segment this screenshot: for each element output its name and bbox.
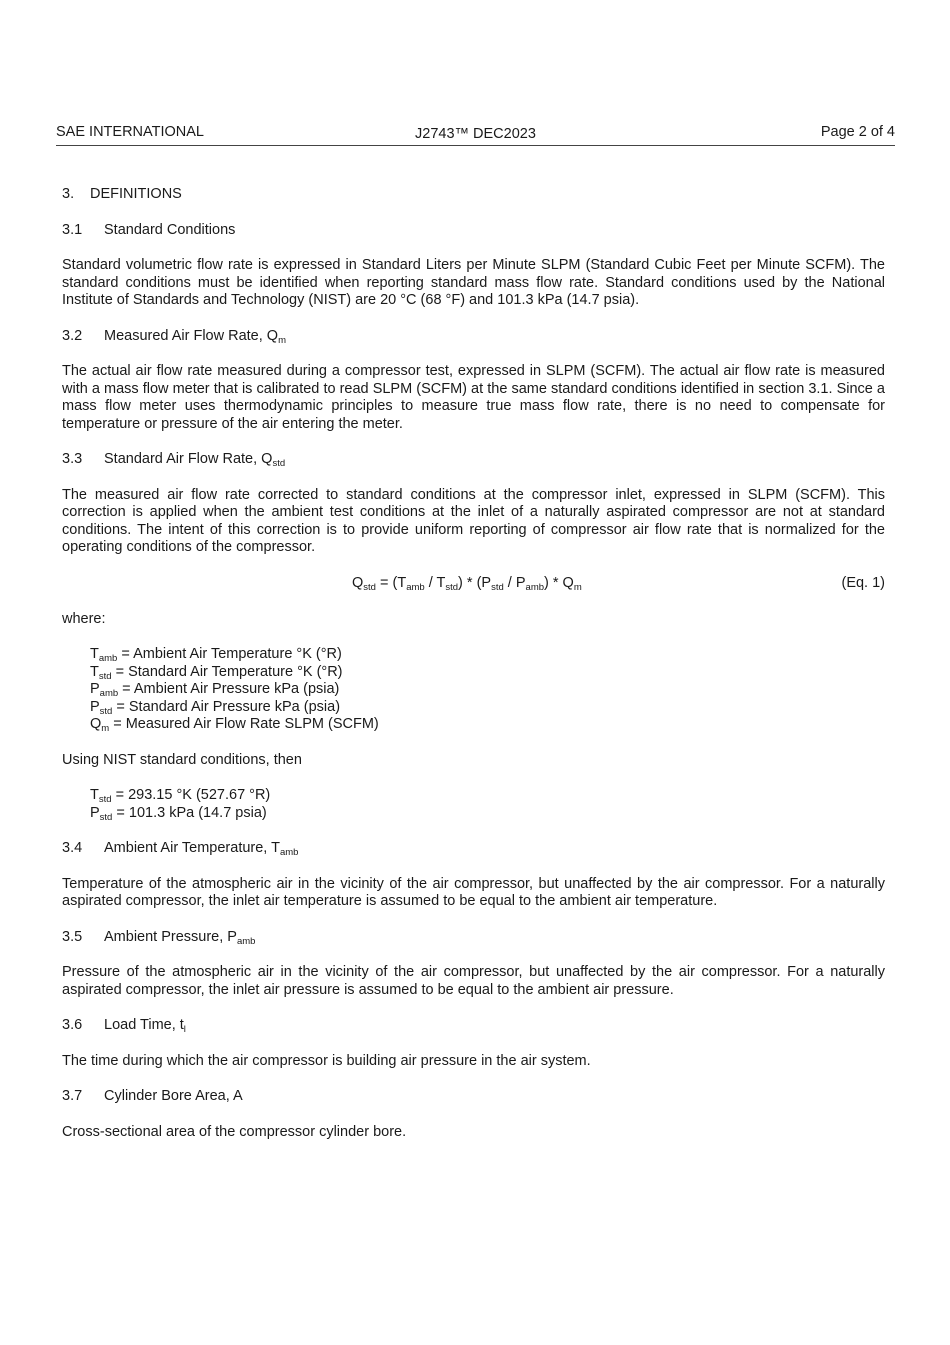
subsection-number: 3.2 [62,327,83,344]
subsection-title: Cylinder Bore Area, A [104,1088,243,1104]
subsection-title: Ambient Pressure, $P_{amb}$ [104,928,256,947]
subsection-heading-3-3 [62,451,885,469]
subsection-heading-3-1 [62,222,885,240]
page-header [56,124,895,146]
subsection-heading-3-6 [62,1017,885,1035]
paragraph-ambient-pressure: Pressure of the atmospheric air in the vicinity of the air compressor, but unaffected by the air compressor. For a naturally aspirated compressor, the inlet air pressure is assumed to be equal to the ambient air pressure. [62,964,885,998]
subsection-number: 3.3 [62,451,83,467]
where-label: where: [62,610,106,627]
subsection-title: Ambient Air Temperature, $T_{amb}$ [104,840,299,858]
subsection-heading-3-4 [62,840,885,858]
subsection-number: 3.4 [62,840,83,856]
subsection-title: Standard Conditions [104,221,236,238]
subsection-title: Standard Air Flow Rate, $Q_{std}$ [104,451,286,469]
equation-1: $Q_{std} = (T_{amb} / T_{std}) * (P_{std} / P_{amb}) * Q_m$ [352,574,582,593]
variable-item: $T_{std}$ = Standard Air Temperature °K (°R) [90,663,343,682]
subsection-heading-3-2 [62,328,885,346]
variable-item: $T_{amb}$ = Ambient Air Temperature °K (°R) [90,646,342,664]
document-body [62,186,885,1141]
paragraph-standard-air-flow: The measured air flow rate corrected to standard conditions at the compressor inlet, expressed in SLPM (SCFM). This correction is applied when the ambient test conditions at the inlet of a naturally aspirated compressor are not at standard conditions. The intent of this correction is to provide uniform reporting of compressor air flow rate that is normalized for the operating conditions of the compressor. [62,486,885,555]
section-heading [62,186,885,204]
variable-item: $Q_m$ = Measured Air Flow Rate SLPM (SCFM) [90,716,379,734]
nist-value-item: $P_{std} = 101.3$ kPa (14.7 psia) [90,804,267,823]
section-title: DEFINITIONS [90,186,182,202]
subsection-number: 3.6 [62,1017,83,1033]
section-number: 3. [62,186,75,202]
paragraph-load-time: The time during which the air compressor is building air pressure in the air system. [62,1052,591,1069]
paragraph-measured-air-flow: The actual air flow rate measured during a compressor test, expressed in SLPM (SCFM). The actual air flow rate is measured with a mass flow meter that is calibrated to read SLPM (SCFM) at the same standard conditions identified in section 3.1. Since a mass flow meter uses thermodynamic principles to measure true mass flow rate, there is no need to compensate for temperature or pressure of the air entering the meter. [62,363,885,432]
variable-item: $P_{std}$ = Standard Air Pressure kPa (psia) [90,698,341,717]
equation-label: (Eq. 1) [841,574,885,591]
subsection-number: 3.5 [62,928,83,945]
nist-values-list [62,787,885,822]
publisher-name: SAE INTERNATIONAL [56,124,204,140]
subsection-heading-3-7 [62,1088,885,1106]
subsection-number: 3.1 [62,221,83,238]
equation-row [62,575,885,593]
variable-item: $P_{amb}$ = Ambient Air Pressure kPa (psia) [90,681,340,699]
document-id: J2743™ DEC2023 [415,126,536,142]
subsection-number: 3.7 [62,1088,83,1104]
variable-list [62,646,885,734]
nist-value-item: $T_{std} = 293.15$ °K (527.67 °R) [90,787,271,805]
paragraph-cylinder-bore-area: Cross-sectional area of the compressor cylinder bore. [62,1123,407,1140]
paragraph-standard-conditions: Standard volumetric flow rate is expressed in Standard Liters per Minute SLPM (Standard Cubic Feet per Minute SCFM). The standard conditions must be identified when reporting standard mass flow rate. Standard conditions used by the National Institute of Standards and Technology (NIST) are 20 °C (68 °F) and 101.3 kPa (14.7 psia). [62,257,885,308]
subsection-heading-3-5 [62,929,885,947]
subsection-title: Load Time, $t_l$ [104,1017,186,1035]
subsection-title: Measured Air Flow Rate, $Q_m$ [104,327,286,346]
paragraph-ambient-temperature: Temperature of the atmospheric air in the vicinity of the air compressor, but unaffected by the air compressor. For a naturally aspirated compressor, the inlet air temperature is assumed to be equal to the ambient air temperature. [62,875,885,909]
nist-intro: Using NIST standard conditions, then [62,751,302,768]
page-number: Page 2 of 4 [820,124,895,140]
